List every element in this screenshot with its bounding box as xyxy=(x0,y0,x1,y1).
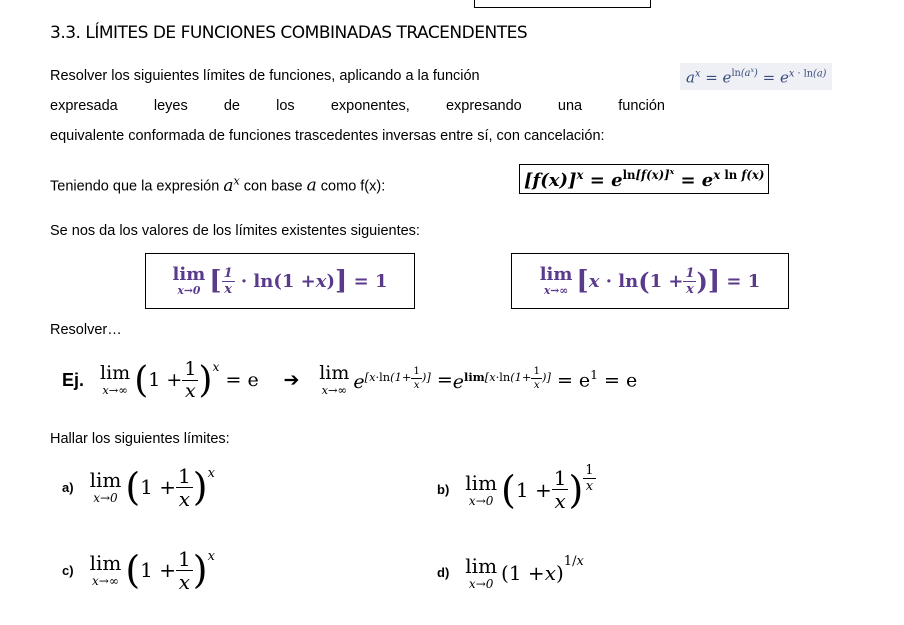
exercise-b-equation: lim x→0 ( 1 + $\frac{1}{x}$ ) $\frac{1}{x}$ xyxy=(465,463,594,513)
intro-paragraph-line2: expresada leyes de los exponentes, expresando una función xyxy=(50,98,665,114)
section-heading: 3.3. LÍMITES DE FUNCIONES COMBINADAS TRACENDENTES xyxy=(50,23,528,43)
a-symbol: a xyxy=(306,175,317,196)
find-text: Hallar los siguientes límites: xyxy=(50,431,230,447)
exercise-d-equation: lim x→0 (1 + x ) $^{1/ x}$ xyxy=(465,553,584,591)
top-box-fragment xyxy=(474,0,651,8)
exercise-a xyxy=(62,452,215,522)
exercise-c xyxy=(62,535,215,605)
a-power-x: $a^x$ xyxy=(223,174,240,196)
exercise-d xyxy=(437,545,584,600)
known-limit-2: lim x→∞ [ x · ln ( 1 + $\frac{1}{x}$ ) ] = 1 xyxy=(511,253,789,309)
having-text: Teniendo que la expresión xyxy=(50,178,220,195)
exercise-a-label: a) xyxy=(62,479,74,495)
having-text3: como f(x): xyxy=(320,178,386,195)
exercise-a-equation: lim x→0 ( 1 + $\frac{1}{x}$ ) $^x$ xyxy=(89,463,215,511)
exercise-b-label: b) xyxy=(437,482,450,497)
having-text2: con base xyxy=(243,178,303,195)
intro-paragraph-line1: Resolver los siguientes límites de funciones, aplicando a la función xyxy=(50,68,480,84)
given-text: Se nos da los valores de los límites existentes siguientes: xyxy=(50,223,420,239)
having-sentence xyxy=(50,171,385,197)
example-row xyxy=(62,350,637,410)
exercise-c-equation: lim x→∞ ( 1 + $\frac{1}{x}$ ) $^x$ xyxy=(89,546,215,594)
example-equation: lim x→∞ ( 1 + $\frac{1}{x}$ ) $^x$ = e ➔ lim x→∞ e[x·ln(1+ 1 x )] = $e^{lim[x\cdot ln(1+ \frac{1}{x} )]}$ = $e^1 = e$ xyxy=(100,357,638,402)
fx-power-identity-box: $[f(x)]^x = e^{ln[f(x)]^x} = e^{x ln f(x)}$ xyxy=(519,164,769,194)
known-limit-1: lim x→0 [ $\frac{1}{x}$ · ln(1 + x ) ] = 1 xyxy=(145,253,415,309)
exercise-b xyxy=(437,452,596,527)
exercise-c-label: c) xyxy=(62,562,74,578)
example-label: Ej. xyxy=(62,369,85,390)
intro-paragraph-line3: equivalente conformada de funciones trascedentes inversas entre sí, con cancelación: xyxy=(50,128,605,144)
resolver-text: Resolver… xyxy=(50,322,122,338)
exponential-identity-formula: $a^x = e^{ln(a^x)} = e^{x \cdot ln(a)}$ xyxy=(680,63,832,90)
exercise-d-label: d) xyxy=(437,565,450,580)
